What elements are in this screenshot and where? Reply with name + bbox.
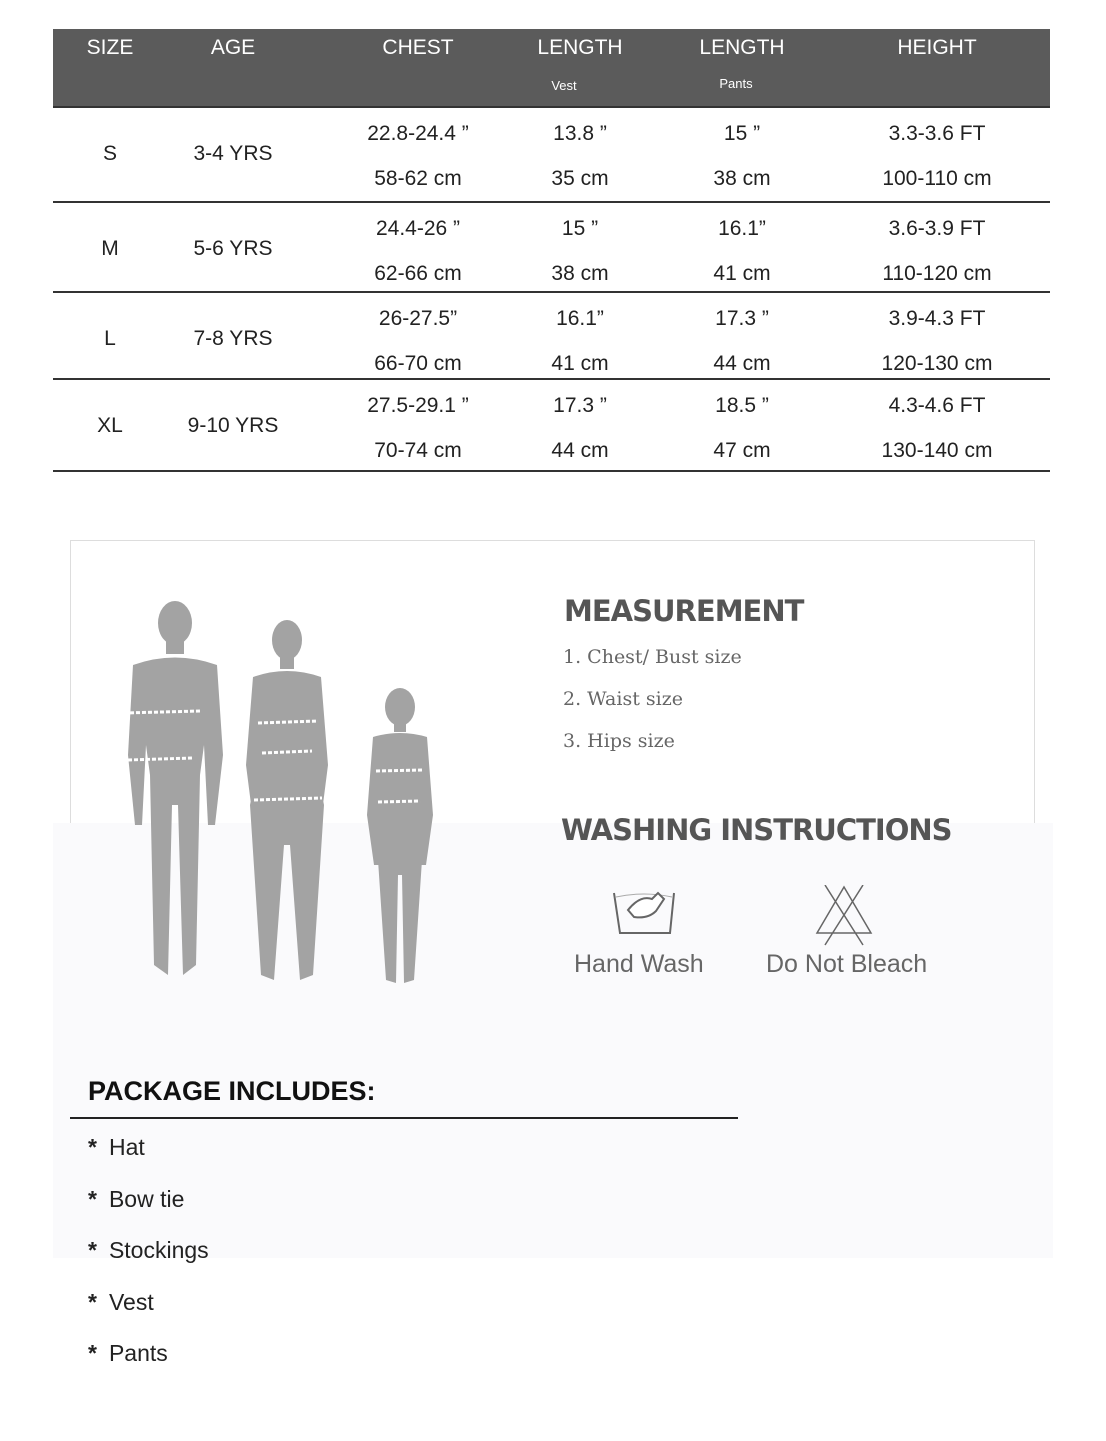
column-header: CHEST bbox=[382, 36, 454, 59]
no-bleach-icon bbox=[815, 885, 873, 947]
table-cell-chest-cm: 66-70 cm bbox=[374, 352, 462, 375]
table-cell-size: XL bbox=[97, 414, 123, 437]
measurement-title: MEASUREMENT bbox=[564, 594, 804, 628]
package-title: PACKAGE INCLUDES: bbox=[88, 1076, 376, 1106]
table-cell-vest-cm: 44 cm bbox=[551, 439, 609, 462]
table-header bbox=[53, 29, 1050, 108]
package-item-label: Pants bbox=[108, 1340, 168, 1366]
bullet: * bbox=[88, 1237, 97, 1263]
table-cell-height-cm: 130-140 cm bbox=[881, 439, 993, 462]
column-header: HEIGHT bbox=[897, 36, 977, 59]
table-cell-pants-in: 17.3 ” bbox=[715, 307, 769, 330]
table-row bbox=[53, 380, 1050, 472]
table-cell-vest-cm: 38 cm bbox=[551, 262, 609, 285]
table-row bbox=[53, 203, 1050, 293]
table-cell-height-cm: 110-120 cm bbox=[882, 262, 992, 285]
measurement-item: 2. Waist size bbox=[563, 688, 683, 710]
package-item bbox=[88, 1186, 184, 1213]
table-cell-chest-cm: 70-74 cm bbox=[374, 439, 462, 462]
table-cell-vest-in: 15 ” bbox=[561, 217, 599, 240]
column-subheader: Pants bbox=[719, 76, 753, 91]
package-item bbox=[88, 1237, 209, 1264]
table-cell-chest-cm: 58-62 cm bbox=[374, 167, 462, 190]
table-row bbox=[53, 293, 1050, 380]
table-cell-age: 3-4 YRS bbox=[193, 142, 273, 165]
table-cell-chest-in: 26-27.5” bbox=[378, 307, 458, 330]
table-cell-vest-cm: 41 cm bbox=[551, 352, 609, 375]
table-cell-chest-in: 27.5-29.1 ” bbox=[367, 394, 469, 417]
table-row bbox=[53, 108, 1050, 203]
package-item bbox=[88, 1340, 168, 1367]
package-item-label: Stockings bbox=[108, 1237, 209, 1263]
table-cell-vest-in: 17.3 ” bbox=[553, 394, 607, 417]
table-cell-pants-in: 15 ” bbox=[723, 122, 761, 145]
column-header: AGE bbox=[210, 36, 256, 59]
table-cell-height-ft: 3.3-3.6 FT bbox=[888, 122, 986, 145]
table-cell-height-ft: 3.6-3.9 FT bbox=[888, 217, 986, 240]
column-header: LENGTH bbox=[537, 36, 623, 59]
table-cell-vest-in: 16.1” bbox=[556, 307, 604, 330]
table-cell-vest-in: 13.8 ” bbox=[553, 122, 607, 145]
table-cell-size: S bbox=[102, 142, 118, 165]
table-cell-vest-cm: 35 cm bbox=[551, 167, 609, 190]
body-figures-illustration bbox=[88, 595, 463, 995]
table-cell-pants-in: 16.1” bbox=[718, 217, 766, 240]
package-item-label: Hat bbox=[108, 1134, 145, 1160]
measurement-item: 3. Hips size bbox=[563, 730, 675, 752]
divider bbox=[70, 1117, 738, 1119]
table-cell-pants-in: 18.5 ” bbox=[715, 394, 769, 417]
table-cell-chest-in: 22.8-24.4 ” bbox=[367, 122, 469, 145]
table-cell-height-ft: 4.3-4.6 FT bbox=[888, 394, 986, 417]
bullet: * bbox=[88, 1134, 97, 1160]
hand-wash-label: Hand Wash bbox=[574, 950, 704, 978]
package-item bbox=[88, 1134, 145, 1161]
column-header: LENGTH bbox=[699, 36, 785, 59]
table-cell-height-ft: 3.9-4.3 FT bbox=[888, 307, 986, 330]
package-item-label: Bow tie bbox=[108, 1185, 185, 1212]
table-cell-chest-cm: 62-66 cm bbox=[374, 262, 462, 285]
package-item-label: Vest bbox=[108, 1288, 154, 1315]
table-cell-pants-cm: 41 cm bbox=[713, 262, 771, 285]
do-not-bleach-label: Do Not Bleach bbox=[766, 950, 928, 978]
table-cell-size: L bbox=[104, 327, 116, 350]
bullet: * bbox=[88, 1340, 97, 1366]
table-cell-height-cm: 120-130 cm bbox=[881, 352, 993, 375]
table-cell-age: 7-8 YRS bbox=[193, 327, 273, 350]
table-cell-chest-in: 24.4-26 ” bbox=[375, 217, 461, 240]
column-subheader: Vest bbox=[551, 78, 577, 93]
column-header: SIZE bbox=[86, 36, 134, 59]
table-cell-size: M bbox=[101, 237, 119, 260]
washing-title: WASHING INSTRUCTIONS bbox=[561, 813, 952, 847]
bullet: * bbox=[88, 1288, 97, 1315]
measurement-item: 1. Chest/ Bust size bbox=[563, 646, 742, 668]
bullet: * bbox=[88, 1185, 97, 1212]
package-item bbox=[88, 1289, 154, 1316]
table-cell-pants-cm: 38 cm bbox=[713, 167, 771, 190]
hand-wash-icon bbox=[612, 885, 677, 937]
table-cell-age: 5-6 YRS bbox=[193, 237, 273, 260]
table-cell-height-cm: 100-110 cm bbox=[882, 167, 992, 190]
table-cell-age: 9-10 YRS bbox=[187, 414, 279, 437]
table-cell-pants-cm: 47 cm bbox=[713, 439, 771, 462]
table-cell-pants-cm: 44 cm bbox=[713, 352, 771, 375]
